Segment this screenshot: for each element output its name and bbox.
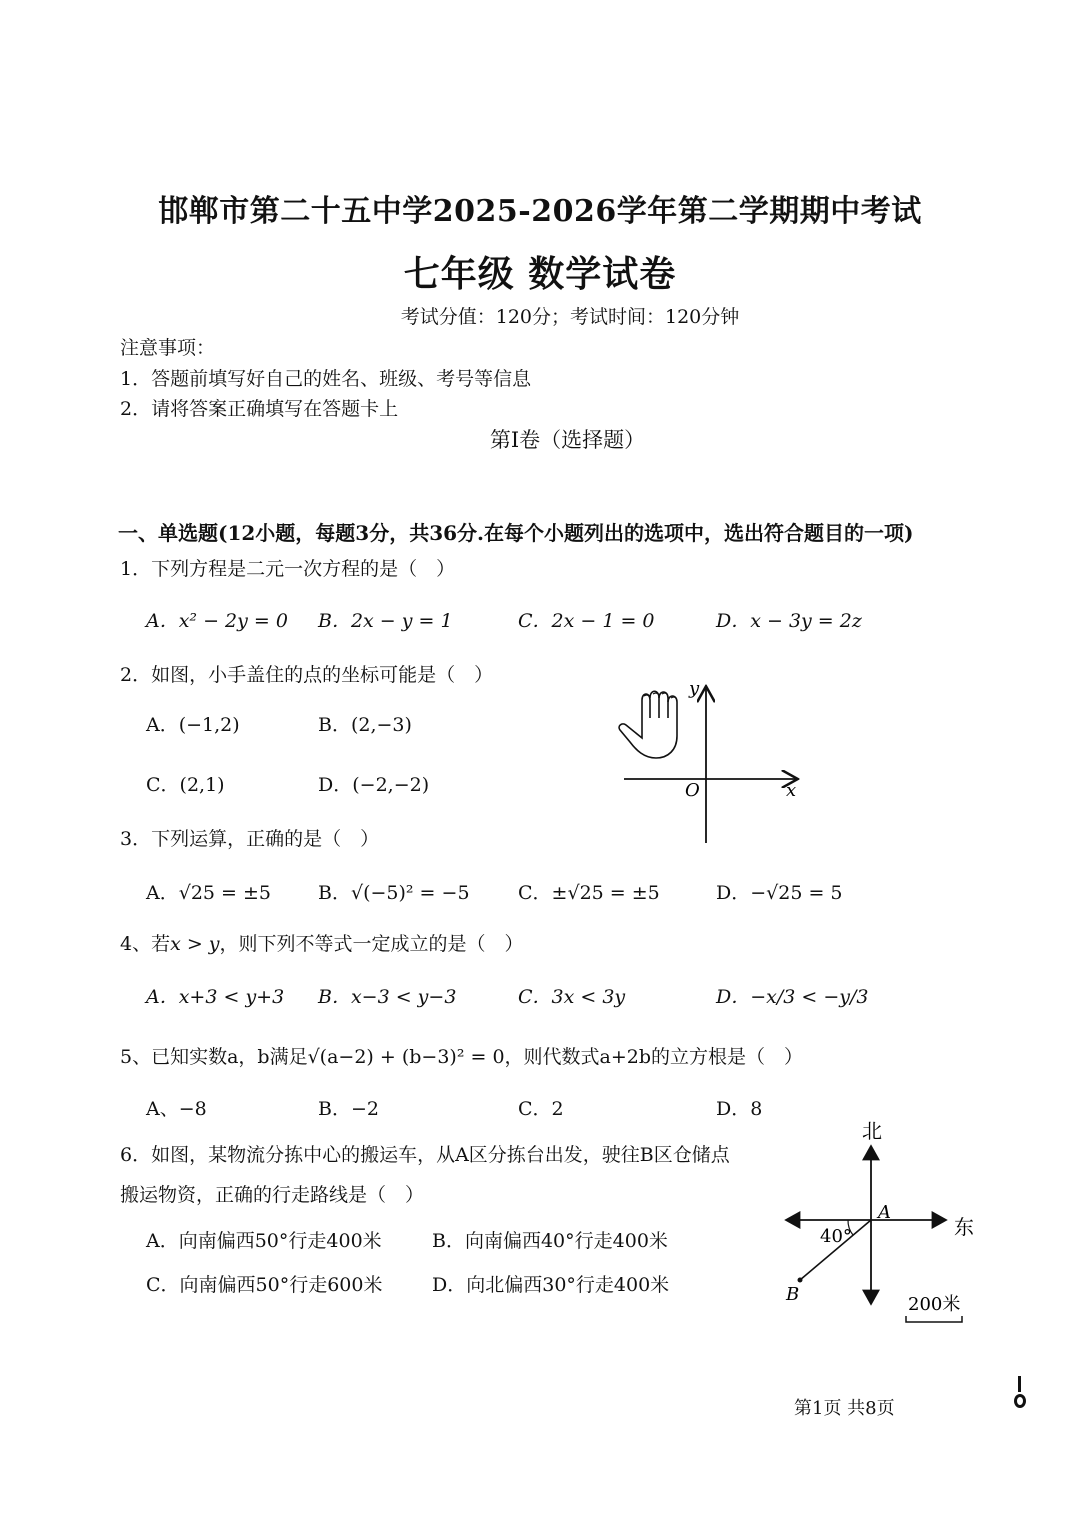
question-2-stem: 2．如图，小手盖住的点的坐标可能是（ ）: [120, 664, 494, 686]
point-a-label: A: [878, 1202, 891, 1223]
x-axis-label: x: [786, 780, 797, 801]
binding-ring: [1014, 1394, 1026, 1408]
scale-label: 200米: [908, 1294, 961, 1315]
east-label: 东: [954, 1215, 974, 1239]
question-4-option-b: B．x−3 < y−3: [318, 986, 457, 1008]
question-4-stem-prefix: 4、若: [120, 933, 171, 955]
question-4-option-c: C．3x < 3y: [518, 986, 626, 1008]
note-item-1: 1．答题前填写好自己的姓名、班级、考号等信息: [120, 368, 532, 390]
question-5-option-d: D．8: [716, 1098, 763, 1120]
question-4-stem: [120, 929, 524, 956]
question-3-option-b: B．√(−5)² = −5: [318, 882, 470, 904]
question-6-stem-line2: 搬运物资，正确的行走路线是（ ）: [120, 1184, 425, 1206]
question-1-option-a: A．x² − 2y = 0: [146, 610, 288, 632]
question-2-option-a: A．(−1,2): [146, 714, 240, 736]
y-axis-label: y: [689, 678, 700, 699]
question-6-stem-line1: 6．如图，某物流分拣中心的搬运车，从A区分拣台出发，驶往B区仓储点: [120, 1144, 730, 1166]
point-b-label: B: [786, 1284, 800, 1305]
question-3-option-a: A．√25 = ±5: [146, 882, 272, 904]
question-2-option-c: C．(2,1): [146, 774, 225, 796]
question-4-option-a: A．x+3 < y+3: [146, 986, 285, 1008]
angle-label: 40°: [820, 1226, 852, 1247]
scale-bar: [906, 1316, 962, 1322]
question-1-option-b: B．2x − y = 1: [318, 610, 453, 632]
direction-map-figure: [770, 1112, 990, 1332]
question-3-stem: 3．下列运算，正确的是（ ）: [120, 828, 380, 850]
point-b-dot: [798, 1278, 803, 1283]
note-item-2: 2．请将答案正确填写在答题卡上: [120, 398, 399, 420]
school-exam-title: 邯郸市第二十五中学2025-2026学年第二学期期中考试: [158, 194, 922, 229]
question-4-stem-suffix: ，则下列不等式一定成立的是（ ）: [219, 933, 524, 955]
question-6-option-a: A．向南偏西50°行走400米: [146, 1230, 382, 1252]
question-6-option-d: D．向北偏西30°行走400米: [432, 1274, 670, 1296]
question-6-option-c: C．向南偏西50°行走600米: [146, 1274, 383, 1296]
question-2-option-b: B．(2,−3): [318, 714, 412, 736]
origin-label: O: [685, 780, 700, 801]
question-5-option-b: B．−2: [318, 1098, 379, 1120]
hand-icon: [619, 691, 677, 758]
coordinate-axes-figure: [610, 678, 810, 848]
notes-heading: 注意事项：: [120, 337, 216, 359]
section-heading: 一、单选题(12小题，每题3分，共36分.在每个小题列出的选项中，选出符合题目的一项): [118, 521, 914, 545]
question-5-option-c: C．2: [518, 1098, 564, 1120]
question-3-option-c: C．±√25 = ±5: [518, 882, 660, 904]
question-2-option-d: D．(−2,−2): [318, 774, 430, 796]
question-5-option-a: A、−8: [146, 1098, 207, 1120]
question-5-stem: 5、已知实数a，b满足√(a−2) + (b−3)² = 0，则代数式a+2b的立方根是（ ）: [120, 1046, 804, 1068]
question-1-option-d: D．x − 3y = 2z: [716, 610, 862, 632]
question-1-option-c: C．2x − 1 = 0: [518, 610, 655, 632]
subject-title: 七年级 数学试卷: [403, 253, 677, 295]
north-label: 北: [862, 1119, 882, 1143]
exam-info: 考试分值：120分；考试时间：120分钟: [400, 306, 740, 328]
question-1-stem: 1．下列方程是二元一次方程的是（ ）: [120, 558, 456, 580]
volume-title: 第Ⅰ卷（选择题）: [489, 428, 646, 452]
question-6-option-b: B．向南偏西40°行走400米: [432, 1230, 668, 1252]
page-number: 第1页 共8页: [794, 1398, 895, 1419]
question-4-stem-math: x > y: [170, 933, 220, 955]
question-4-option-d: D．−x/3 < −y/3: [716, 986, 869, 1008]
question-3-option-d: D．−√25 = 5: [716, 882, 843, 904]
binding-mark: [1018, 1376, 1021, 1392]
